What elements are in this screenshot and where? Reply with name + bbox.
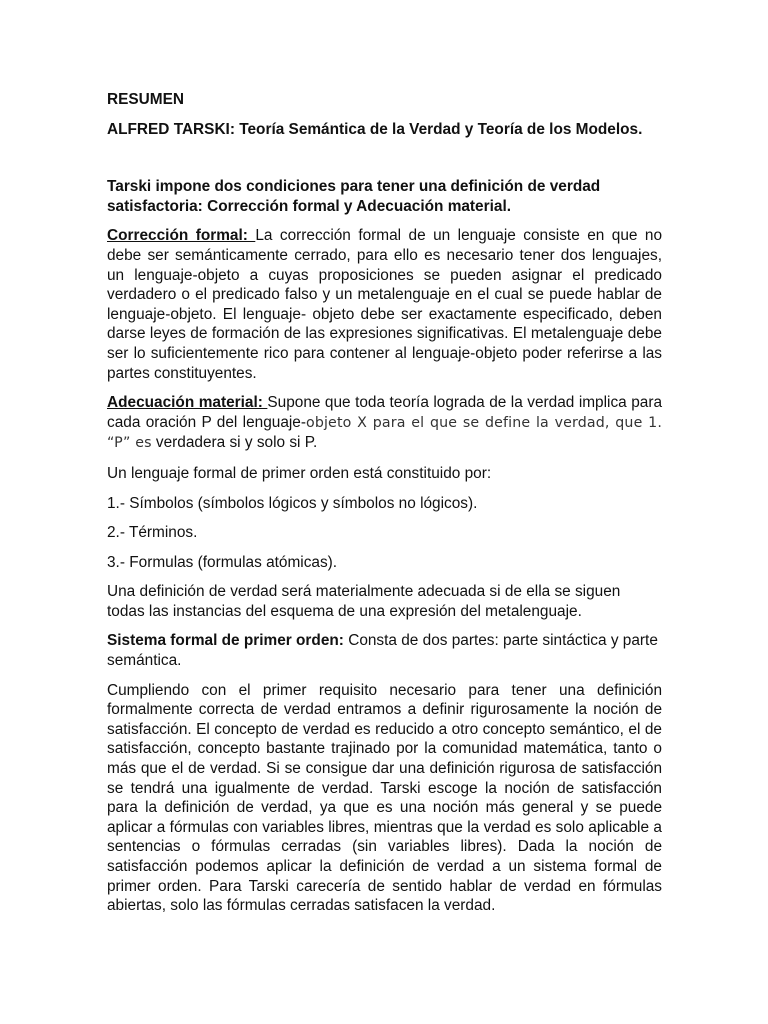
- list-item-2: 2.- Términos.: [107, 524, 198, 542]
- definicion-paragraph: Una definición de verdad será materialmente adecuada si de ella se siguen todas las instancias del esquema de una expresión del metalenguaje.: [107, 583, 621, 620]
- list-item-1: 1.- Símbolos (símbolos lógicos y símbolos no lógicos).: [107, 494, 478, 512]
- adecuacion-text-c: verdadera si y solo si P.: [151, 434, 318, 452]
- sistema-text: Consta de dos partes: parte sintáctica y parte semántica.: [107, 632, 658, 670]
- intro-paragraph: Tarski impone dos condiciones para tener una definición de verdad satisfactoria: Corrección formal y Adecuación material.: [107, 178, 601, 215]
- document-page: [107, 90, 662, 926]
- adecuacion-text-a: Supone que toda teoría lograda de la verdad implica para cada oración P del lenguaje-: [107, 394, 662, 431]
- sistema-paragraph: [107, 631, 662, 670]
- adecuacion-label: Adecuación material:: [107, 394, 268, 412]
- correccion-paragraph: [107, 226, 662, 383]
- correccion-label: Corrección formal:: [107, 227, 256, 245]
- sistema-label: Sistema formal de primer orden:: [107, 632, 344, 650]
- document-title: ALFRED TARSKI: Teoría Semántica de la Verdad y Teoría de los Modelos.: [107, 120, 643, 138]
- document-heading: RESUMEN: [107, 91, 184, 108]
- lenguaje-formal-paragraph: Un lenguaje formal de primer orden está constituido por:: [107, 464, 492, 482]
- cumpliendo-paragraph: Cumpliendo con el primer requisito necesario para tener una definición formalmente correcta de verdad entramos a definir rigurosamente la noción de satisfacción. El concepto de verdad es reducido a otro concepto semántico, el de satisfacción, concepto bastante trajinado por la comunidad matemática, tanto o más que el de verdad. Si se consigue dar una definición rigurosa de satisfacción se tendrá una igualmente de verdad. Tarski escoge la noción de satisfacción para la definición de verdad, ya que es una noción más general y se puede aplicar a fórmulas con variables libres, mientras que la verdad es solo aplicable a sentencias o fórmulas cerradas (sin variables libres). Dada la noción de satisfacción podemos aplicar la definición de verdad a un sistema formal de primer orden. Para Tarski carecería de sentido hablar de verdad en fórmulas abiertas, solo las fórmulas cerradas satisfacen la verdad.: [107, 681, 662, 915]
- adecuacion-text-b: objeto X para el que se define la verdad, que 1. “P” es: [107, 414, 662, 452]
- adecuacion-paragraph: [107, 393, 662, 454]
- list-item-3: 3.- Formulas (formulas atómicas).: [107, 553, 338, 571]
- correccion-text: La corrección formal de un lenguaje consiste en que no debe ser semánticamente cerrado, para ello es necesario tener dos lenguajes, un lenguaje-objeto a cuyas proposiciones se pueden asignar el predicado verdadero o el predicado falso y un metalenguaje en el cual se puede hablar de lenguaje-objeto. El lenguaje- objeto debe ser exactamente especificado, deben darse leyes de formación de las expresiones significativas. El metalenguaje debe ser lo suficientemente rico para contener al lenguaje-objeto poder referirse a las partes constituyentes.: [107, 227, 663, 382]
